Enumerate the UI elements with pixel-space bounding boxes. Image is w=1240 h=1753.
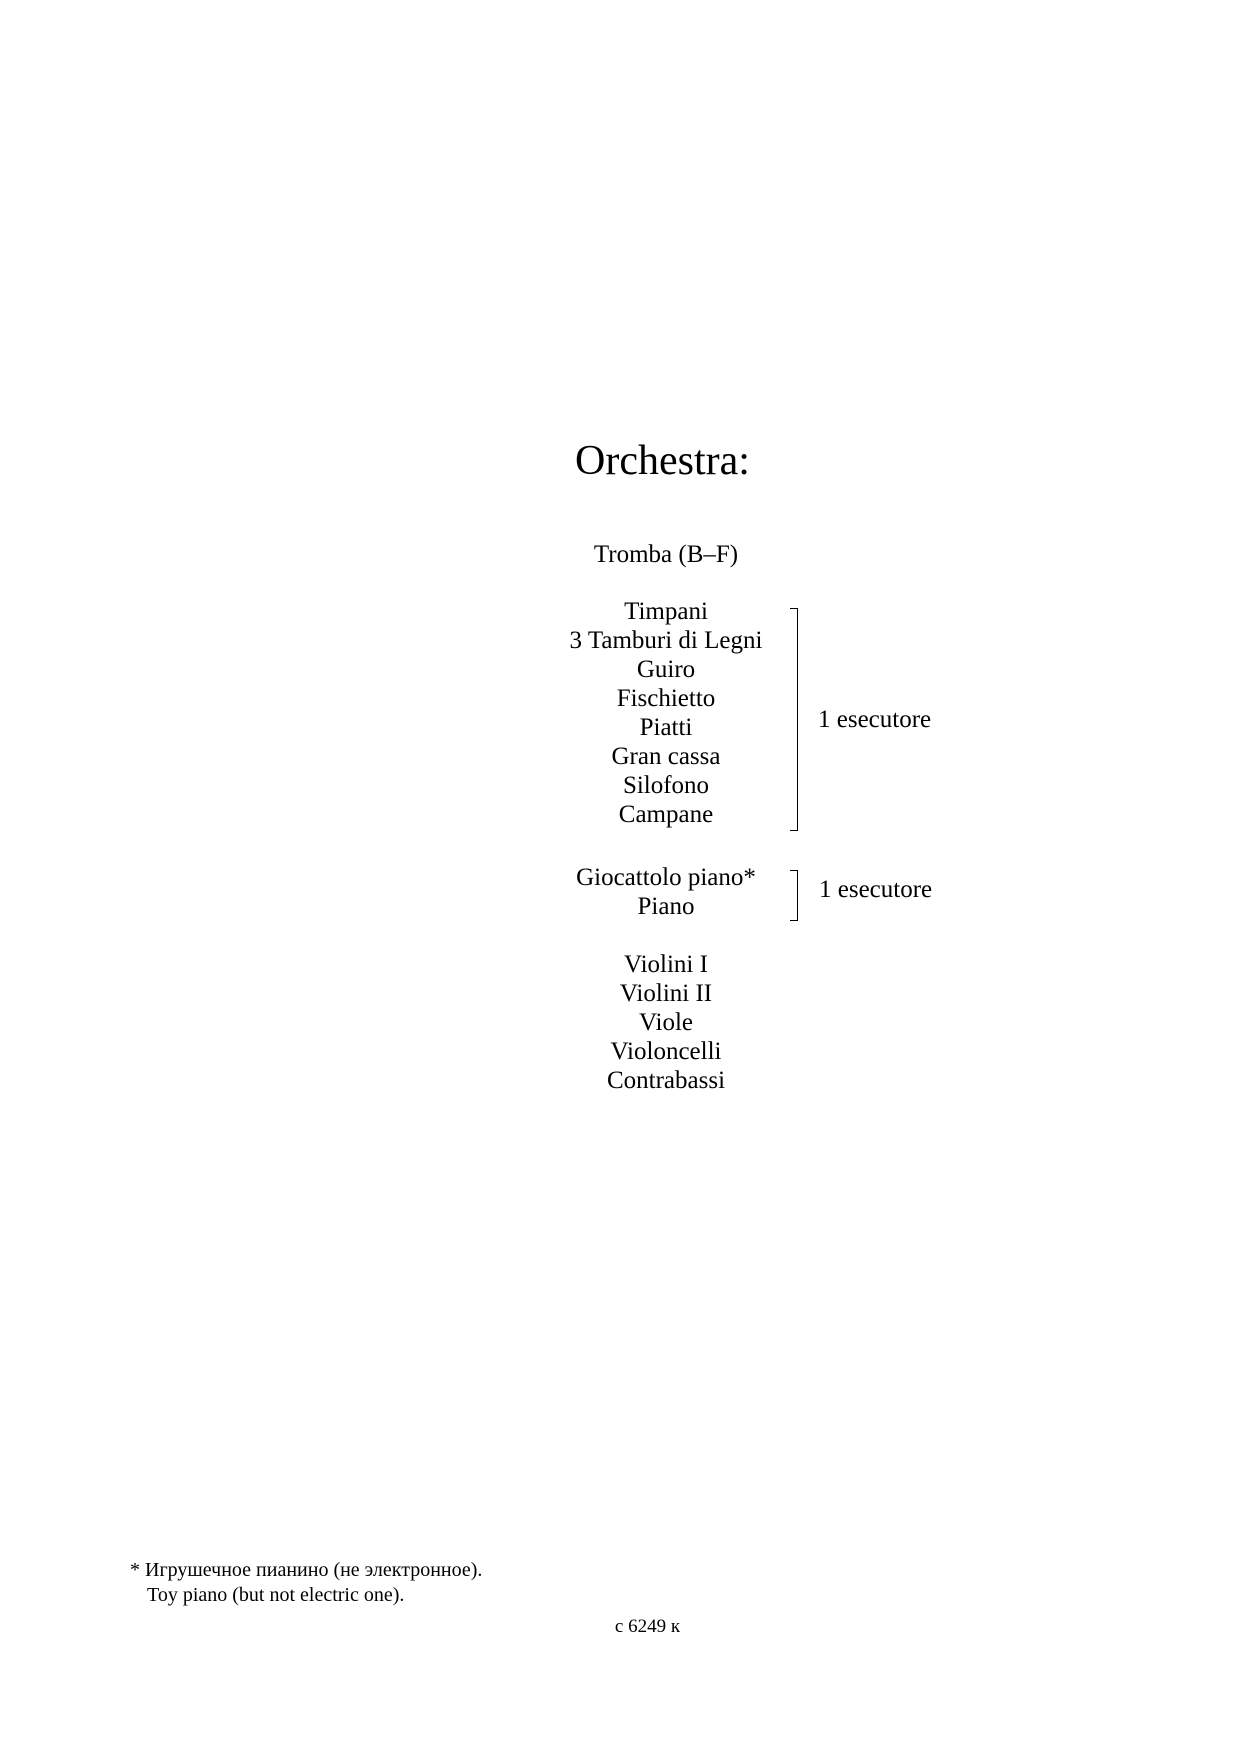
instrument-wood-drums: 3 Tamburi di Legni: [569, 627, 763, 654]
footnote-russian: * Игрушечное пианино (не электронное).: [130, 1559, 483, 1581]
page-code: с 6249 к: [614, 1616, 681, 1637]
instrument-cellos: Violoncelli: [610, 1038, 722, 1065]
instrument-timpani: Timpani: [624, 598, 708, 625]
instrument-whistle: Fischietto: [616, 685, 716, 712]
instrument-guiro: Guiro: [636, 656, 696, 683]
instrument-toy-piano: Giocattolo piano*: [576, 864, 756, 891]
instrument-xylophone: Silofono: [622, 772, 710, 799]
instrument-bells: Campane: [618, 801, 714, 828]
instrument-trumpet: Tromba (B–F): [593, 541, 739, 568]
instrument-violins-2: Violini II: [619, 980, 713, 1007]
instrument-bass-drum: Gran cassa: [611, 743, 721, 770]
page-title: Orchestra:: [575, 438, 750, 484]
keyboards-performer-note: 1 esecutore: [819, 876, 933, 903]
instrument-double-basses: Contrabassi: [606, 1067, 726, 1094]
instrument-violas: Viole: [638, 1009, 694, 1036]
percussion-performer-note: 1 esecutore: [818, 706, 932, 733]
percussion-bracket: [790, 608, 798, 831]
instrument-violins-1: Violini I: [624, 951, 708, 978]
keyboards-bracket: [790, 870, 798, 921]
instrument-piano: Piano: [637, 893, 695, 920]
instrument-cymbals: Piatti: [639, 714, 693, 741]
footnote-english: Toy piano (but not electric one).: [147, 1584, 405, 1606]
